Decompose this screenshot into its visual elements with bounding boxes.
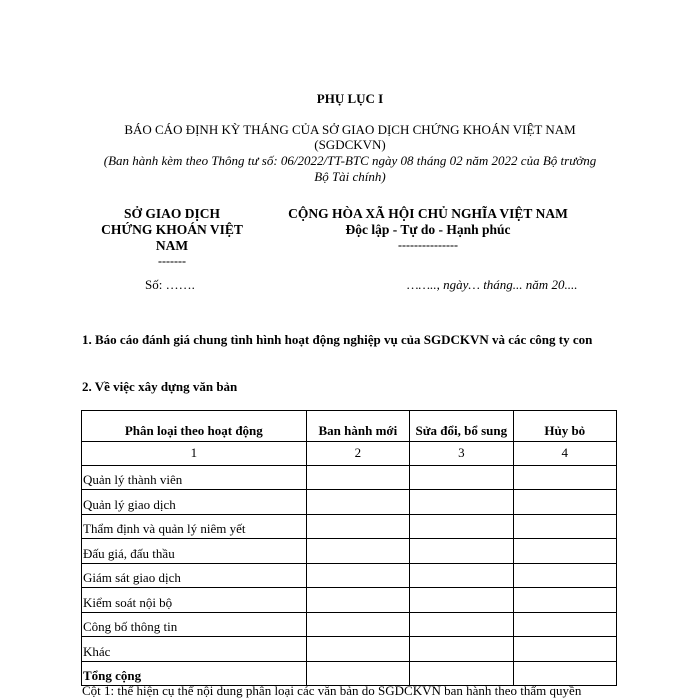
report-title-line2: (SGDCKVN): [314, 137, 386, 152]
row-label: Đấu giá, đấu thầu: [82, 539, 307, 564]
table-cell: [410, 490, 513, 515]
section-1-heading: 1. Báo cáo đánh giá chung tình hình hoạt động nghiệp vụ của SGDCKVN và các công ty con: [82, 332, 593, 347]
national-motto: [268, 206, 588, 252]
table-cell: [513, 465, 616, 490]
table-row: [82, 465, 617, 490]
header-amended: Sửa đổi, bổ sung: [410, 411, 513, 442]
org-left-line2: CHỨNG KHOÁN VIỆT: [101, 222, 243, 237]
section-2-heading: 2. Về việc xây dựng văn bản: [82, 379, 238, 394]
report-title: [0, 122, 700, 152]
row-label: Khác: [82, 637, 307, 662]
issued-line2: Bộ Tài chính): [314, 169, 386, 184]
table-row: [82, 612, 617, 637]
table-row: [82, 563, 617, 588]
table-cell: [513, 563, 616, 588]
motto: Độc lập - Tự do - Hạnh phúc: [345, 222, 511, 237]
issued-line1: (Ban hành kèm theo Thông tư số: 06/2022/TT-BTC ngày 08 tháng 02 năm 2022 của Bộ trưởng: [103, 153, 597, 168]
table-cell: [306, 539, 409, 564]
header-classification: Phân loại theo hoạt động: [82, 411, 307, 442]
table-cell: [306, 661, 409, 686]
row-label: Quản lý thành viên: [82, 465, 307, 490]
row-label: Kiểm soát nội bộ: [82, 588, 307, 613]
row-label: Thẩm định và quản lý niêm yết: [82, 514, 307, 539]
table-cell: [513, 612, 616, 637]
org-left-line3: NAM: [155, 238, 189, 253]
column-number-row: [82, 442, 617, 466]
appendix-title: PHỤ LỤC I: [316, 91, 384, 106]
row-label: Quản lý giao dịch: [82, 490, 307, 515]
table-cell: [513, 514, 616, 539]
total-label: Tổng cộng: [82, 661, 307, 686]
document-date: …….., ngày… tháng... năm 20....: [407, 277, 578, 292]
table-row: [82, 539, 617, 564]
table-row: [82, 490, 617, 515]
table-row: [82, 637, 617, 662]
table-cell: [306, 588, 409, 613]
table-cell: [306, 612, 409, 637]
table-cell: [513, 637, 616, 662]
table-cell: [410, 661, 513, 686]
table-cell: [410, 637, 513, 662]
column-number: 3: [410, 442, 513, 466]
table-row: [82, 514, 617, 539]
table-cell: [410, 588, 513, 613]
row-label: Công bố thông tin: [82, 612, 307, 637]
header-cancelled: Hủy bỏ: [513, 411, 616, 442]
table-cell: [306, 490, 409, 515]
table-cell: [513, 490, 616, 515]
footnote: Cột 1: thể hiện cụ thể nội dung phân loại các văn bản do SGDCKVN ban hành theo thẩm quyền: [82, 683, 582, 698]
column-number: 4: [513, 442, 616, 466]
table-cell: [410, 612, 513, 637]
issuing-organization: [92, 206, 252, 268]
org-left-divider: -------: [158, 254, 186, 268]
table-cell: [306, 637, 409, 662]
table-cell: [306, 514, 409, 539]
table-cell: [410, 514, 513, 539]
column-number: 1: [82, 442, 307, 466]
total-row: [82, 661, 617, 686]
table-header-row: [82, 411, 617, 442]
row-label: Giám sát giao dịch: [82, 563, 307, 588]
table-cell: [513, 539, 616, 564]
table-cell: [410, 465, 513, 490]
motto-divider: ---------------: [398, 238, 458, 252]
report-title-line1: BÁO CÁO ĐỊNH KỲ THÁNG CỦA SỞ GIAO DỊCH CHỨNG KHOÁN VIỆT NAM: [124, 122, 576, 137]
table-row: [82, 588, 617, 613]
document-building-table: [81, 410, 617, 686]
table-cell: [410, 539, 513, 564]
header-new: Ban hành mới: [306, 411, 409, 442]
table-cell: [306, 563, 409, 588]
document-number: Số: …….: [145, 277, 195, 292]
country-name: CỘNG HÒA XÃ HỘI CHỦ NGHĨA VIỆT NAM: [288, 206, 568, 221]
issued-note: [0, 153, 700, 185]
org-left-line1: SỞ GIAO DỊCH: [123, 206, 221, 221]
column-number: 2: [306, 442, 409, 466]
table-cell: [513, 588, 616, 613]
table-cell: [410, 563, 513, 588]
table-cell: [513, 661, 616, 686]
table-cell: [306, 465, 409, 490]
